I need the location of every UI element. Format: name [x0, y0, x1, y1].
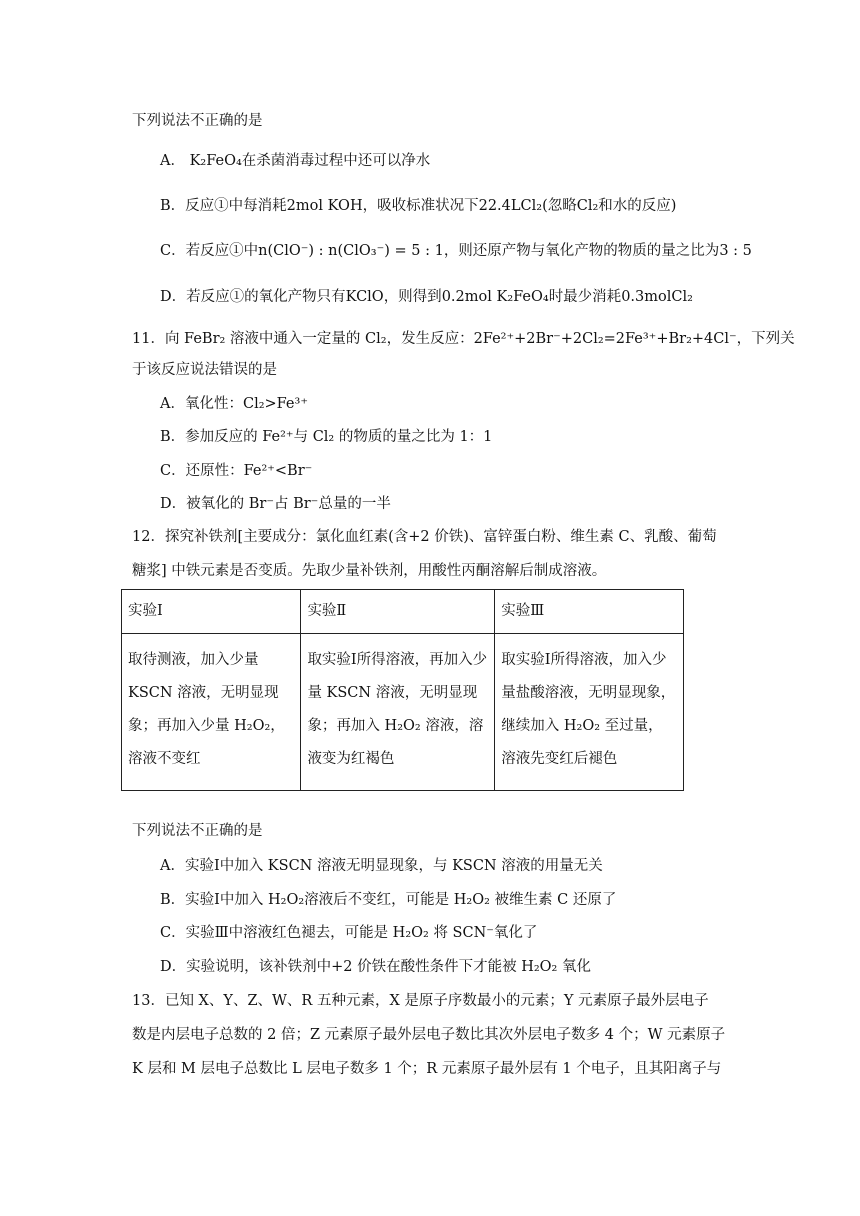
- q12-option-d: D．实验说明，该补铁剂中+2 价铁在酸性条件下才能被 H₂O₂ 氧化: [160, 959, 591, 975]
- q11-option-c: C．还原性：Fe²⁺<Br⁻: [160, 463, 313, 479]
- q12-option-a: A．实验Ⅰ中加入 KSCN 溶液无明显现象，与 KSCN 溶液的用量无关: [160, 858, 603, 874]
- table-header-cell: 实验Ⅰ: [122, 590, 301, 634]
- q11-option-a: A．氧化性：Cl₂>Fe³⁺: [160, 396, 308, 412]
- q12-stem-tail: 下列说法不正确的是: [132, 823, 263, 839]
- q13-stem-line2: 数是内层电子总数的 2 倍；Z 元素原子最外层电子数比其次外层电子数多 4 个；W 元素原子: [132, 1027, 726, 1043]
- q13-stem-line1: 13．已知 X、Y、Z、W、R 五种元素，X 是原子序数最小的元素；Y 元素原子最外层电子: [132, 993, 709, 1009]
- table-header-cell: 实验Ⅲ: [495, 590, 684, 634]
- q13-stem-line3: K 层和 M 层电子总数比 L 层电子数多 1 个；R 元素原子最外层有 1 个电子，且其阳离子与: [132, 1061, 722, 1077]
- formula: K₂FeO₄: [189, 153, 242, 169]
- table-cell: 取待测液，加入少量 KSCN 溶液，无明显现象；再加入少量 H₂O₂，溶液不变红: [122, 634, 301, 791]
- q10-option-b: B．反应①中每消耗2mol KOH，吸收标准状况下22.4LCl₂(忽略Cl₂和水的反应): [160, 198, 677, 214]
- q10-option-d: D．若反应①的氧化产物只有KClO，则得到0.2mol K₂FeO₄时最少消耗0.3molCl₂: [160, 289, 693, 305]
- q10-option-a: A． K₂FeO₄在杀菌消毒过程中还可以净水: [160, 153, 431, 169]
- table-header-cell: 实验Ⅱ: [301, 590, 495, 634]
- q12-option-b: B．实验Ⅰ中加入 H₂O₂溶液后不变红，可能是 H₂O₂ 被维生素 C 还原了: [160, 892, 617, 908]
- table-header-row: [122, 590, 684, 634]
- q11-stem-line1: 11．向 FeBr₂ 溶液中通入一定量的 Cl₂，发生反应：2Fe²⁺+2Br⁻+2Cl₂=2Fe³⁺+Br₂+4Cl⁻，下列关: [132, 331, 795, 347]
- q12-stem-line2: 糖浆] 中铁元素是否变质。先取少量补铁剂，用酸性丙酮溶解后制成溶液。: [132, 563, 607, 579]
- table-row: [122, 634, 684, 791]
- table-cell: 取实验Ⅰ所得溶液，再加入少量 KSCN 溶液，无明显现象；再加入 H₂O₂ 溶液，溶液变为红褐色: [301, 634, 495, 791]
- q10-stem-tail: 下列说法不正确的是: [132, 113, 263, 129]
- q11-stem-line2: 于该反应说法错误的是: [132, 362, 277, 378]
- q12-option-c: C．实验Ⅲ中溶液红色褪去，可能是 H₂O₂ 将 SCN⁻氧化了: [160, 925, 538, 941]
- experiment-table: [121, 589, 684, 791]
- table-cell: 取实验Ⅰ所得溶液，加入少量盐酸溶液，无明显现象，继续加入 H₂O₂ 至过量，溶液先变红后褪色: [495, 634, 684, 791]
- q12-stem-line1: 12．探究补铁剂[主要成分：氯化血红素(含+2 价铁)、富锌蛋白粉、维生素 C、乳酸、葡萄: [132, 529, 717, 545]
- ratio-expression: n(ClO⁻) : n(ClO₃⁻) = 5 : 1: [258, 243, 444, 259]
- q11-option-b: B．参加反应的 Fe²⁺与 Cl₂ 的物质的量之比为 1：1: [160, 429, 493, 445]
- q11-option-d: D．被氧化的 Br⁻占 Br⁻总量的一半: [160, 496, 391, 512]
- q10-option-c: C．若反应①中n(ClO⁻) : n(ClO₃⁻) = 5 : 1，则还原产物与氧化产物的物质的量之比为3 : 5: [160, 243, 752, 259]
